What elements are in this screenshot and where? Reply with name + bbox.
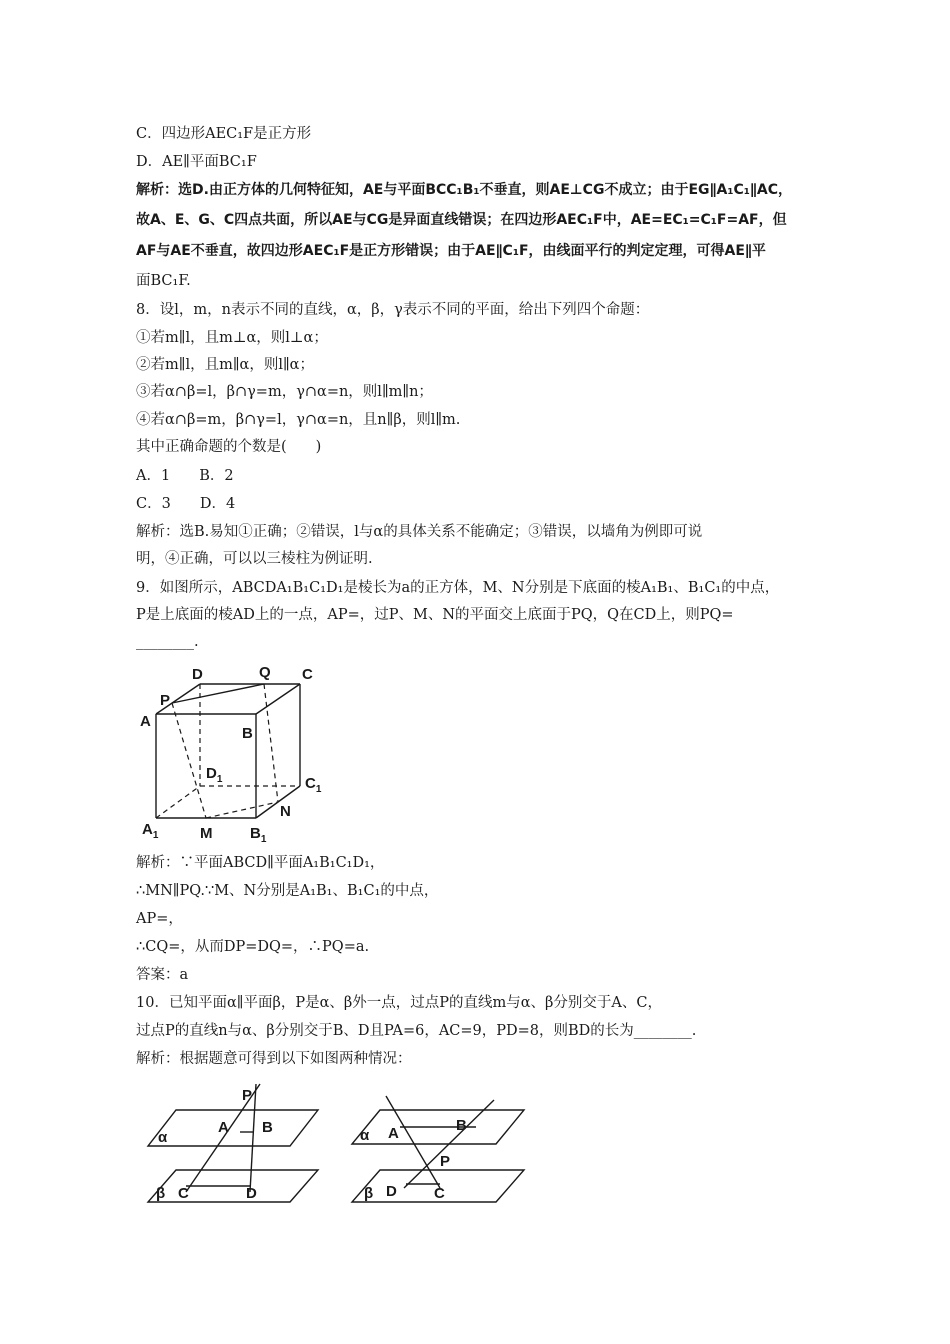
q8-solution-line-2: 明，④正确，可以以三棱柱为例证明. [136,551,373,567]
label-b: B [262,1119,273,1136]
label-b: B [456,1117,467,1134]
label-n: N [280,803,291,820]
q8-question: 其中正确命题的个数是( ) [136,439,322,455]
segment-q-n [264,684,278,802]
q10-solution: 解析：根据题意可得到以下如图两种情况： [136,1051,412,1067]
label-alpha: α [360,1127,370,1144]
q10-stem-line-2: 过点P的直线n与α、β分别交于B、D且PA=6，AC=9，PD=8，则BD的长为________. [136,1023,697,1039]
planes-figure-right [344,1080,534,1220]
q7-solution-line-3: AF与AE不垂直，故四边形AEC₁F是正方形错误；由于AE∥C₁F，由线面平行的判定定理，可得AE∥平 [136,243,766,259]
label-a: A [388,1125,399,1142]
option-c: C．四边形AEC₁F是正方形 [136,126,312,142]
label-alpha: α [158,1129,168,1146]
q8-solution-line-1: 解析：选B.易知①正确；②错误，l与α的具体关系不能确定；③错误，以墙角为例即可说 [136,524,703,540]
q9-solution-line-3: AP=， [136,911,183,927]
q9-solution-line-1: 解析：∵平面ABCD∥平面A₁B₁C₁D₁， [136,855,385,871]
q10-stem-line-1: 10．已知平面α∥平面β，P是α、β外一点，过点P的直线m与α、β分别交于A、C， [136,995,662,1011]
edge-a1-d1 [156,786,200,818]
q7-solution-line-1: 解析：选D.由正方体的几何特征知，AE与平面BCC₁B₁不垂直，则AE⊥CG不成立；由于EG∥A₁C₁∥AC， [136,182,792,198]
label-d: D [192,666,203,683]
label-b: B [242,725,253,742]
q7-solution-line-4: 面BC₁F. [136,273,191,289]
edge-b-c [256,684,300,714]
label-q: Q [259,664,271,681]
q9-blank: ________. [136,634,199,650]
label-c: C [302,666,313,683]
q8-options-ab: A．1 B．2 [136,468,234,484]
q9-stem-line-1: 9．如图所示，ABCDA₁B₁C₁D₁是棱长为a的正方体，M、N分别是下底面的棱A₁B₁、B₁C₁的中点， [136,580,780,596]
q7-solution-line-2: 故A、E、G、C四点共面，所以AE与CG是异面直线错误；在四边形AEC₁F中，AE=EC₁=C₁F=AF，但 [136,212,787,228]
label-beta: β [156,1185,166,1202]
label-m: M [200,825,213,842]
label-d: D [246,1185,257,1202]
q8-prop-2: ②若m∥l，且m∥α，则l∥α； [136,357,314,373]
label-d1: $D_1$ [206,765,223,785]
q9-answer: 答案：a [136,967,189,983]
plane-alpha [148,1110,318,1146]
option-d: D．AE∥平面BC₁F [136,154,257,170]
label-p: P [160,692,171,709]
cube-figure [130,660,350,850]
q8-prop-1: ①若m∥l，且m⊥α，则l⊥α； [136,330,328,346]
q9-solution-line-2: ∴MN∥PQ.∵M、N分别是A₁B₁、B₁C₁的中点， [136,883,439,899]
label-a: A [140,713,151,730]
label-c: C [434,1185,445,1202]
segment-p-m [172,703,206,818]
label-p: P [440,1153,451,1170]
label-c: C [178,1185,189,1202]
label-d: D [386,1183,397,1200]
q9-solution-line-4: ∴CQ=，从而DP=DQ=，∴PQ=a. [136,939,370,955]
label-p: P [242,1087,253,1104]
q9-stem-line-2: P是上底面的棱AD上的一点，AP=，过P、M、N的平面交上底面于PQ，Q在CD上，则PQ= [136,607,734,623]
label-c1: $C_1$ [305,775,322,795]
q8-prop-3: ③若α∩β=l，β∩γ=m，γ∩α=n，则l∥m∥n； [136,384,433,400]
label-b1: $B_1$ [250,825,267,845]
label-a: A [218,1119,229,1136]
label-a1: $A_1$ [142,821,159,841]
label-beta: β [364,1185,374,1202]
q8-prop-4: ④若α∩β=m，β∩γ=l，γ∩α=n，且n∥β，则l∥m. [136,412,461,428]
q8-options-cd: C．3 D．4 [136,496,236,512]
planes-figure-left [142,1080,332,1220]
q8-stem: 8．设l，m，n表示不同的直线，α，β，γ表示不同的平面，给出下列四个命题： [136,302,650,318]
